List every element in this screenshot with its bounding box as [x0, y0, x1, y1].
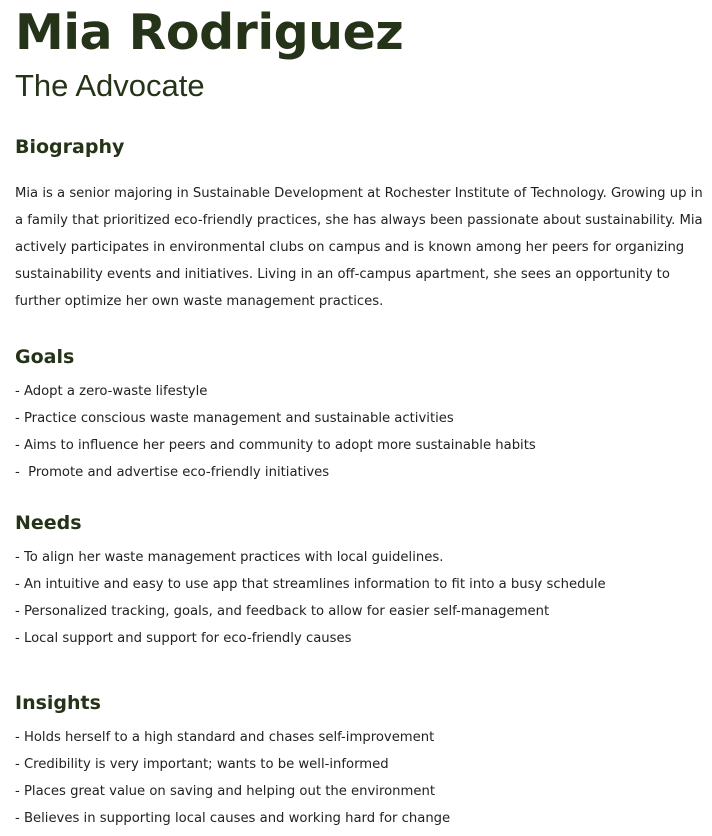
insights-item: - Holds herself to a high standard and chases self-improvement [15, 730, 435, 745]
insights-item: - Believes in supporting local causes and working hard for change [15, 811, 451, 826]
needs-item: - An intuitive and easy to use app that streamlines information to fit into a busy schedule [15, 577, 606, 592]
goals-list [15, 378, 536, 486]
needs-heading: Needs [15, 512, 82, 534]
goals-item: - Aims to influence her peers and community to adopt more sustainable habits [15, 438, 536, 453]
persona-name: Mia Rodriguez [15, 4, 404, 61]
insights-item: - Places great value on saving and helping out the environment [15, 784, 436, 799]
needs-item: - Local support and support for eco-friendly causes [15, 631, 352, 646]
goals-item: - Adopt a zero-waste lifestyle [15, 384, 208, 399]
persona-role: The Advocate [15, 68, 205, 103]
insights-heading: Insights [15, 692, 101, 714]
insights-item: - Credibility is very important; wants to be well-informed [15, 757, 389, 772]
needs-list [15, 544, 606, 652]
goals-item: - Practice conscious waste management and sustainable activities [15, 411, 454, 426]
insights-list [15, 724, 450, 832]
needs-item: - To align her waste management practices with local guidelines. [15, 550, 444, 565]
needs-item: - Personalized tracking, goals, and feedback to allow for easier self-management [15, 604, 550, 619]
biography-text: Mia is a senior majoring in Sustainable Development at Rochester Institute of Technology. Growing up in a family that prioritized eco-friendly practices, she has always been passionate about sustainability. Mia actively participates in environmental clubs on campus and is known among her peers for organizing sustainability events and initiatives. Living in an off-campus apartment, she sees an opportunity to further optimize her own waste management practices. [15, 186, 703, 309]
goals-heading: Goals [15, 346, 75, 368]
biography-heading: Biography [15, 136, 125, 158]
goals-item: - Promote and advertise eco-friendly initiatives [15, 465, 330, 480]
